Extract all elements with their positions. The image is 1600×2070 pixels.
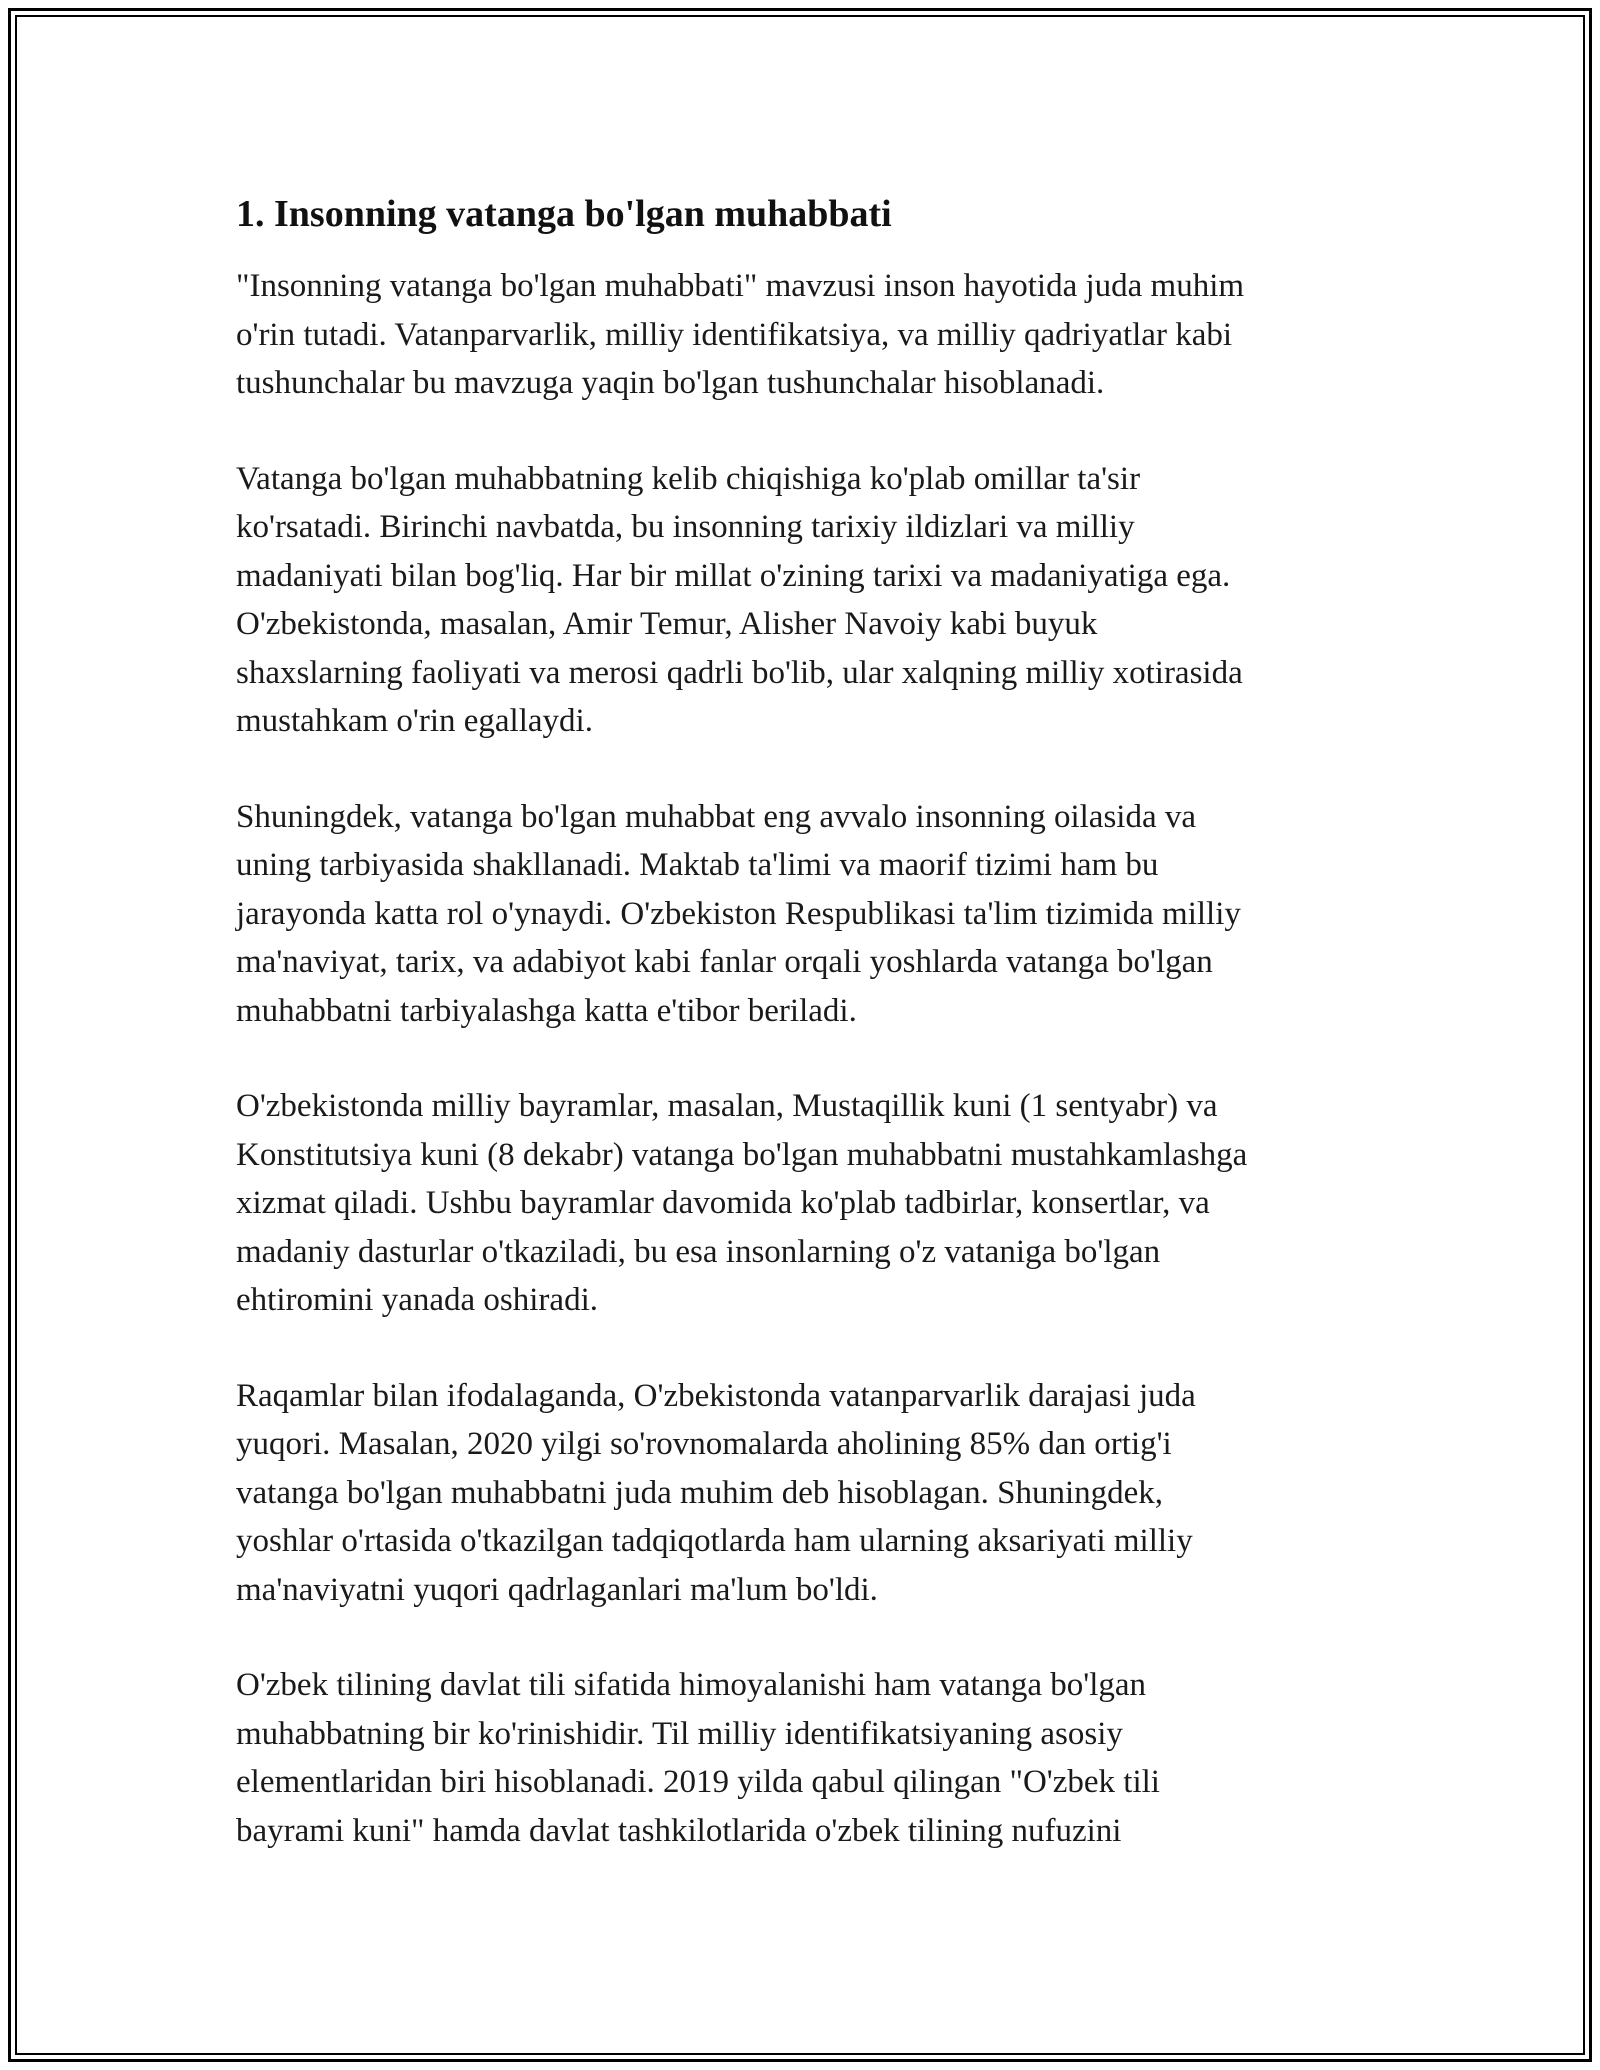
paragraph-6: O'zbek tilining davlat tili sifatida himoyalanishi ham vatanga bo'lgan muhabbatning bir ko'rinishidir. Til milliy identifikatsiyaning asosiy elementlaridan biri hisoblanadi. 2019 yilda qabul qilingan "O'zbek tili bayrami kuni" hamda davlat tashkilotlarida o'zbek tilining nufuzini	[236, 1667, 1160, 1849]
paragraph-5: Raqamlar bilan ifodalaganda, O'zbekistonda vatanparvarlik darajasi juda yuqori. Masalan, 2020 yilgi so'rovnomalarda aholining 85% dan ortig'i vatanga bo'lgan muhabbatni juda muhim deb hisoblagan. Shuningdek, yoshlar o'rtasida o'tkazilgan tadqiqotlarda ham ularning aksariyati milliy ma'naviyatni yuqori qadrlaganlari ma'lum bo'ldi.	[236, 1377, 1196, 1608]
paragraph-4: O'zbekistonda milliy bayramlar, masalan, Mustaqillik kuni (1 sentyabr) va Konstitutsiya kuni (8 dekabr) vatanga bo'lgan muhabbatni mustahkamlashga xizmat qiladi. Ushbu bayramlar davomida ko'plab tadbirlar, konsertlar, va madaniy dasturlar o'tkaziladi, bu esa insonlarning o'z vataniga bo'lgan ehtiromini yanada oshiradi.	[236, 1088, 1248, 1318]
section-heading: 1. Insonning vatanga bo'lgan muhabbati	[236, 193, 892, 235]
paragraph-1: "Insonning vatanga bo'lgan muhabbati" mavzusi inson hayotida juda muhim o'rin tutadi. Vatanparvarlik, milliy identifikatsiya, va milliy qadriyatlar kabi tushunchalar bu mavzuga yaqin bo'lgan tushunchalar hisoblanadi.	[236, 268, 1245, 401]
paragraph-3: Shuningdek, vatanga bo'lgan muhabbat eng avvalo insonning oilasida va uning tarbiyasida shakllanadi. Maktab ta'limi va maorif tizimi ham bu jarayonda katta rol o'ynaydi. O'zbekiston Respublikasi ta'lim tizimida milliy ma'naviyat, tarix, va adabiyot kabi fanlar orqali yoshlarda vatanga bo'lgan muhabbatni tarbiyalashga katta e'tibor beriladi.	[236, 798, 1241, 1029]
paragraph-2: Vatanga bo'lgan muhabbatning kelib chiqishiga ko'plab omillar ta'sir ko'rsatadi. Birinchi navbatda, bu insonning tarixiy ildizlari va milliy madaniyati bilan bog'liq. Har bir millat o'zining tarixi va madaniyatiga ega. O'zbekistonda, masalan, Amir Temur, Alisher Navoiy kabi buyuk shaxslarning faoliyati va merosi qadrli bo'lib, ular xalqning milliy xotirasida mustahkam o'rin egallaydi.	[236, 460, 1243, 739]
document-body	[236, 188, 1366, 1902]
